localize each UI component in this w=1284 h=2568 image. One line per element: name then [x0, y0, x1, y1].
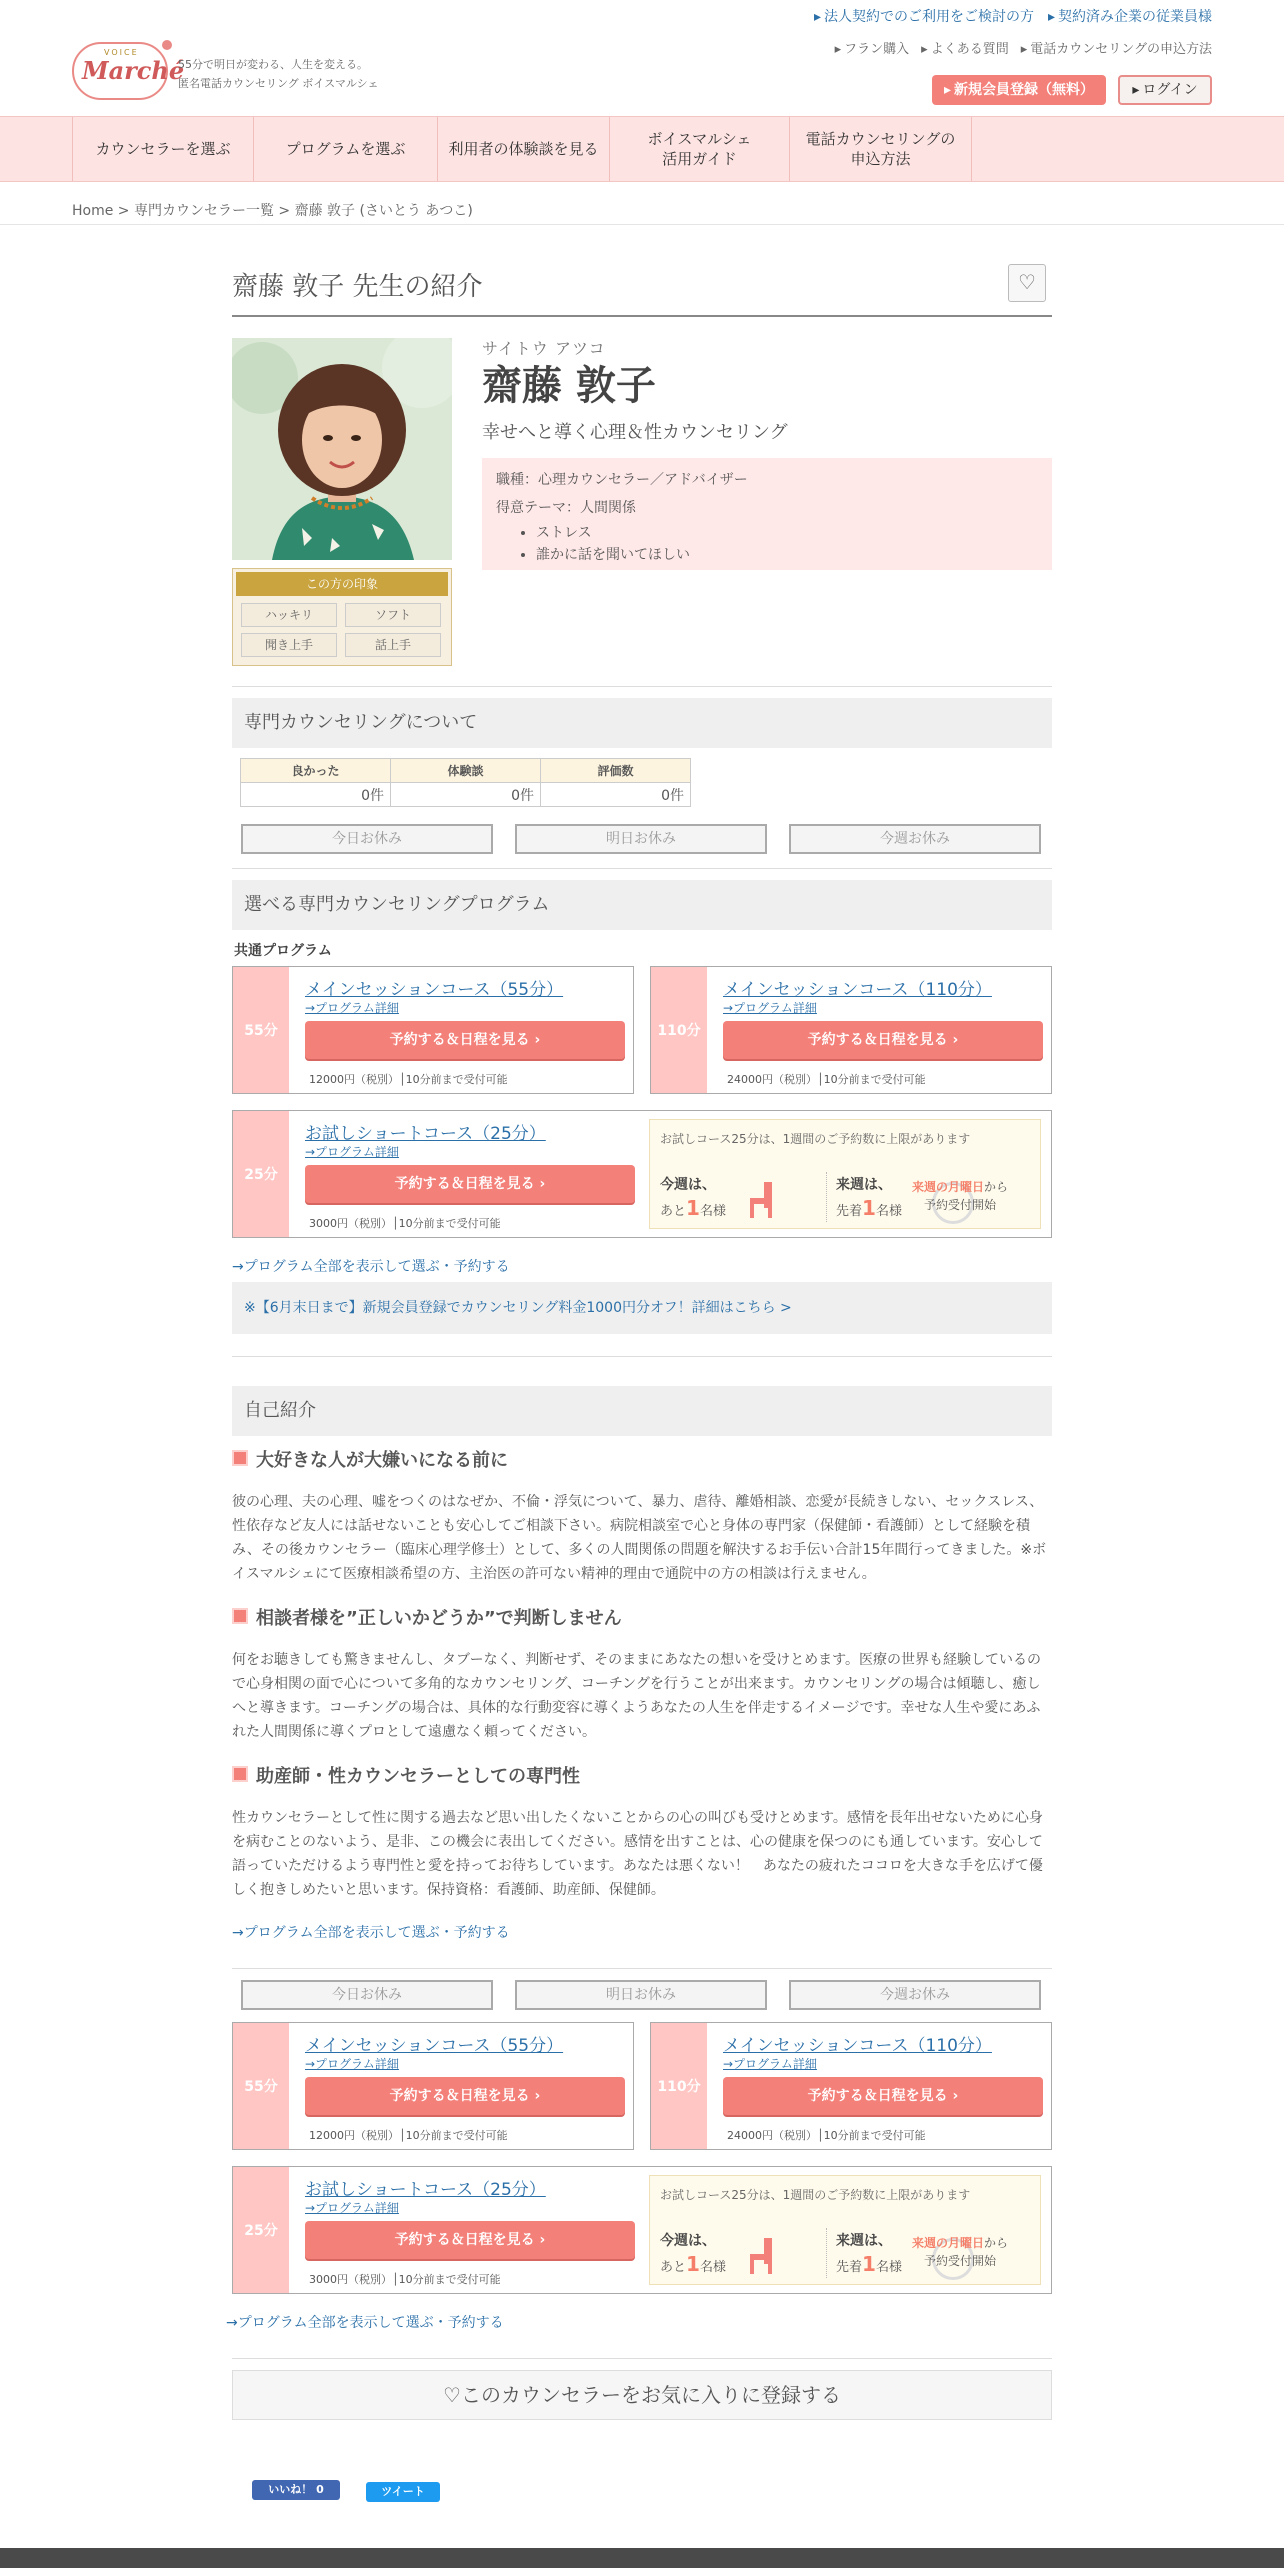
stats-header-ratings: 評価数: [541, 759, 691, 783]
remaining-suffix: 名様: [699, 2260, 726, 2275]
login-button[interactable]: ▸ ログイン: [1118, 75, 1212, 105]
faq-link[interactable]: ▸ よくある質問: [921, 38, 1009, 57]
this-week-label: [660, 1174, 716, 1194]
program-card-110: [650, 966, 1052, 1094]
program-card-55: [232, 2022, 634, 2150]
impression-tag: ハッキリ: [241, 603, 337, 627]
trial-note: お試しコース25分は、1週間のご予約数に上限があります: [660, 1132, 971, 1146]
duration-badge: 25分: [233, 2167, 289, 2293]
stats-header-reviews: 体験談: [391, 759, 541, 783]
specialty-theme: 得意テーマ：人間関係: [496, 500, 636, 516]
show-all-programs-link[interactable]: →プログラム全部を表示して選ぶ・予約する: [232, 1259, 510, 1275]
program-detail-link[interactable]: →プログラム詳細: [723, 2057, 817, 2071]
remaining-seats: [660, 2252, 726, 2276]
top-links: [814, 6, 1212, 26]
section-divider: [232, 686, 1052, 687]
job-type: 職種：心理カウンセラー／アドバイザー: [496, 472, 748, 488]
impression-box: [232, 568, 452, 666]
duration-badge: 110分: [651, 967, 707, 1093]
remaining-suffix: 名様: [699, 1204, 726, 1219]
nav-choose-program[interactable]: [254, 117, 438, 181]
heart-icon: ♡: [443, 2383, 461, 2407]
course-price: 3000円（税別）│10分前まで受付可能: [309, 2273, 501, 2286]
next-week-suffix: は、: [864, 2233, 892, 2249]
nav-label: カウンセラーを選ぶ: [95, 140, 231, 158]
programs-section-heading: 選べる専門カウンセリングプログラム: [232, 880, 1052, 930]
section-divider: [232, 868, 1052, 869]
closed-today-button[interactable]: 今日お休み: [241, 1980, 493, 2010]
section-divider: [232, 1356, 1052, 1357]
trial-divider: [826, 2228, 827, 2278]
program-detail-link[interactable]: →プログラム詳細: [305, 1145, 399, 1159]
logo-dot: [162, 40, 172, 50]
first-suffix: 名様: [875, 1204, 902, 1219]
next-start-rest: から: [984, 2236, 1009, 2250]
logo-voice-text: VOICE: [104, 48, 139, 57]
closed-tomorrow-button[interactable]: 明日お休み: [515, 1980, 767, 2010]
book-button[interactable]: 予約する＆日程を見る ›: [723, 1021, 1043, 1059]
contracted-employee-link[interactable]: ▸ 契約済み企業の従業員様: [1048, 6, 1212, 26]
impression-heading: この方の印象: [236, 572, 448, 596]
program-detail-link[interactable]: →プログラム詳細: [305, 1001, 399, 1015]
course-price: 3000円（税別）│10分前まで受付可能: [309, 1217, 501, 1230]
add-favorite-button[interactable]: [232, 2370, 1052, 2420]
sub-links: [835, 38, 1212, 57]
intro-subheading: 相談者様を”正しいかどうか”で判断しません: [232, 1604, 622, 1630]
book-button[interactable]: 予約する＆日程を見る ›: [305, 2077, 625, 2115]
title-rule: [232, 315, 1052, 317]
intro-section-heading: 自己紹介: [232, 1386, 1052, 1436]
course-title-link[interactable]: お試しショートコース（25分）: [305, 1124, 546, 1144]
remaining-prefix: あと: [660, 2260, 687, 2275]
tagline-line-1: 55分で明日が変わる、人生を変える。: [178, 58, 368, 71]
show-all-programs-link[interactable]: →プログラム全部を表示して選ぶ・予約する: [226, 2315, 504, 2331]
footer: [0, 2548, 1284, 2568]
book-button[interactable]: 予約する＆日程を見る ›: [305, 2221, 635, 2259]
theme-item: • ストレス: [536, 522, 1038, 544]
tagline-line-2: 匿名電話カウンセリング ボイスマルシェ: [178, 77, 379, 90]
remaining-prefix: あと: [660, 1204, 687, 1219]
nav-label: プログラムを選ぶ: [285, 140, 406, 158]
first-number: 1: [862, 1196, 876, 1220]
course-title-link[interactable]: メインセッションコース（110分）: [723, 980, 992, 1000]
campaign-banner-link[interactable]: ※【6月末日まで】新規会員登録でカウンセリング料金1000円分オフ！詳細はこちら >: [232, 1282, 1052, 1334]
program-card-110: [650, 2022, 1052, 2150]
next-start-bold: 来週の月曜日: [912, 2236, 985, 2250]
book-button[interactable]: 予約する＆日程を見る ›: [305, 1165, 635, 1203]
theme-list: [536, 522, 1038, 566]
stats-table: [240, 758, 691, 807]
first-come-seats: [836, 2252, 902, 2276]
next-booking-start: [912, 1178, 1008, 1214]
book-button[interactable]: 予約する＆日程を見る ›: [305, 1021, 625, 1059]
how-to-apply-link[interactable]: ▸ 電話カウンセリングの申込方法: [1021, 38, 1212, 57]
next-week-text: 来週: [836, 1177, 864, 1193]
section-divider: [232, 2358, 1052, 2359]
course-title-link[interactable]: お試しショートコース（25分）: [305, 2180, 546, 2200]
intro-subheading: 助産師・性カウンセラーとしての専門性: [232, 1762, 580, 1788]
page-title: 齋藤 敦子 先生の紹介: [232, 272, 483, 302]
site-tagline: [178, 55, 378, 93]
nav-label: 利用者の体験談を見る: [448, 140, 599, 158]
next-start-line-2: 予約受付開始: [924, 2254, 997, 2268]
this-week-text: 今週: [660, 2233, 688, 2249]
trial-availability-box: [649, 2175, 1041, 2285]
common-program-label: 共通プログラム: [234, 943, 332, 959]
heart-icon: ♡: [1018, 270, 1036, 294]
site-logo[interactable]: [72, 42, 185, 100]
stats-value-good: 0件: [241, 783, 391, 807]
counselor-info-box: [482, 458, 1052, 570]
section-divider: [232, 1968, 1052, 1969]
remaining-number: 1: [686, 2252, 700, 2276]
intro-paragraph: 彼の心理、夫の心理、嘘をつくのはなぜか、不倫・浮気について、暴力、虐待、離婚相談、恋愛が長続きしない、セックスレス、性依存など友人には話せないことも安心してご相談下さい。病院相談室で心と身体の専門家（保健師・看護師）として経験を積み、その後カウンセラー（臨床心理学修士）として、多くの人間関係の問題を解決するお手伝い合計15年間行ってきました。※ボイスマルシェにて医療相談希望の方、主治医の許可ない精神的理由で通院中の方の相談は行えません。: [232, 1494, 1047, 1582]
duration-badge: 55分: [233, 2023, 289, 2149]
first-suffix: 名様: [875, 2260, 902, 2275]
course-title-link[interactable]: メインセッションコース（55分）: [305, 980, 564, 1000]
next-booking-start: [912, 2234, 1008, 2270]
trial-divider: [826, 1172, 827, 1222]
add-favorite-label: このカウンセラーをお気に入りに登録する: [460, 2383, 841, 2407]
first-prefix: 先着: [836, 2260, 863, 2275]
first-prefix: 先着: [836, 1204, 863, 1219]
course-price: 24000円（税別）│10分前まで受付可能: [727, 1073, 926, 1086]
facebook-like-button[interactable]: いいね！ 0: [252, 2480, 340, 2500]
course-title-link[interactable]: メインセッションコース（110分）: [723, 2036, 992, 2056]
nav-guide[interactable]: [610, 117, 790, 181]
nav-how-to-apply[interactable]: [790, 117, 972, 181]
first-number: 1: [862, 2252, 876, 2276]
next-week-suffix: は、: [864, 1177, 892, 1193]
show-all-programs-link[interactable]: →プログラム全部を表示して選ぶ・予約する: [232, 1925, 510, 1941]
counselor-kana: サイトウ アツコ: [482, 339, 606, 358]
closed-today-button[interactable]: 今日お休み: [241, 824, 493, 854]
next-start-rest: から: [984, 1180, 1009, 1194]
remaining-seats: [660, 1196, 726, 1220]
stats-value-ratings: 0件: [541, 783, 691, 807]
counselor-catchphrase: 幸せへと導く心理＆性カウンセリング: [482, 422, 788, 443]
next-start-line-1: [912, 2234, 1008, 2252]
trial-note: お試しコース25分は、1週間のご予約数に上限があります: [660, 2188, 971, 2202]
next-start-bold: 来週の月曜日: [912, 1180, 985, 1194]
next-start-line-1: [912, 1178, 1008, 1196]
duration-badge: 110分: [651, 2023, 707, 2149]
next-week-label: [836, 2230, 892, 2250]
closed-this-week-button[interactable]: 今週お休み: [789, 1980, 1041, 2010]
duration-badge: 25分: [233, 1111, 289, 1237]
chair-icon: [746, 2236, 778, 2274]
this-week-text: 今週: [660, 1177, 688, 1193]
nav-testimonials[interactable]: [438, 117, 610, 181]
course-price: 12000円（税別）│10分前まで受付可能: [309, 1073, 508, 1086]
program-detail-link[interactable]: →プログラム詳細: [305, 2057, 399, 2071]
intro-paragraph: 性カウンセラーとして性に関する過去など思い出したくないことからの心の叫びも受けとめます。感情を長年出せないために心身を病むことのないよう、是非、この機会に表出してください。感情を出すことは、心の健康を保つのにも通しています。安心して語っていただけるよう専門性と愛を持ってお待ちしています。あなたは悪くない！ あなたの疲れたココロを大きな手を広げて優しく抱きしめたいと思います。保持資格：看護師、助産師、保健師。: [232, 1810, 1043, 1898]
program-card-trial: [232, 1110, 1052, 1238]
register-button[interactable]: ▸ 新規会員登録（無料）: [932, 75, 1106, 105]
duration-badge: 55分: [233, 967, 289, 1093]
impression-tag: ソフト: [345, 603, 441, 627]
impression-tag: 聞き上手: [241, 633, 337, 657]
nav-label: 電話カウンセリングの 申込方法: [805, 130, 956, 168]
course-price: 24000円（税別）│10分前まで受付可能: [727, 2129, 926, 2142]
next-start-line-2: 予約受付開始: [924, 1198, 997, 1212]
program-detail-link[interactable]: →プログラム詳細: [305, 2201, 399, 2215]
favorite-heart-button[interactable]: [1008, 264, 1046, 302]
this-week-suffix: は、: [688, 2233, 716, 2249]
intro-subheading: 大好きな人が大嫌いになる前に: [232, 1446, 508, 1472]
program-detail-link[interactable]: →プログラム詳細: [723, 1001, 817, 1015]
trial-availability-box: [649, 1119, 1041, 1229]
closed-tomorrow-button[interactable]: 明日お休み: [515, 824, 767, 854]
counselor-photo: [232, 338, 452, 560]
stats-header-good: 良かった: [241, 759, 391, 783]
intro-paragraph: 何をお聴きしても驚きませんし、タブーなく、判断せず、そのままにあなたの想いを受けとめます。医療の世界も経験しているので心身相関の面で心について多角的なカウンセリング、コーチングを行うことが出来ます。カウンセリングの場合は傾聴し、癒しへと導きます。コーチングの場合は、具体的な行動変容に導くようあなたの人生を伴走するイメージです。幸せな人生や愛にあふれた人間関係に導くプロとして遠慮なく頼ってください。: [232, 1652, 1042, 1740]
next-week-text: 来週: [836, 2233, 864, 2249]
course-price: 12000円（税別）│10分前まで受付可能: [309, 2129, 508, 2142]
nav-label: ボイスマルシェ 活用ガイド: [647, 130, 752, 168]
chair-icon: [746, 1180, 778, 1218]
tweet-button[interactable]: ツイート: [366, 2482, 440, 2502]
this-week-label: [660, 2230, 716, 2250]
stats-value-reviews: 0件: [391, 783, 541, 807]
program-card-trial: [232, 2166, 1052, 2294]
corporate-contract-link[interactable]: ▸ 法人契約でのご利用をご検討の方: [814, 6, 1034, 26]
impression-tag: 話上手: [345, 633, 441, 657]
logo-marche-text: Marché: [82, 56, 185, 85]
remaining-number: 1: [686, 1196, 700, 1220]
closed-this-week-button[interactable]: 今週お休み: [789, 824, 1041, 854]
main-nav: [0, 116, 1284, 182]
first-come-seats: [836, 1196, 902, 1220]
theme-item: • 誰かに話を聞いてほしい: [536, 544, 1038, 566]
buy-franc-link[interactable]: ▸ フラン購入: [835, 38, 910, 57]
breadcrumb[interactable]: Home > 専門カウンセラー一覧 > 齋藤 敦子 (さいとう あつこ): [72, 203, 473, 219]
book-button[interactable]: 予約する＆日程を見る ›: [723, 2077, 1043, 2115]
counselor-name: 齋藤 敦子: [482, 363, 656, 409]
breadcrumb-divider: [0, 224, 1284, 225]
next-week-label: [836, 1174, 892, 1194]
nav-choose-counselor[interactable]: [72, 117, 254, 181]
program-card-55: [232, 966, 634, 1094]
counseling-section-heading: 専門カウンセリングについて: [232, 698, 1052, 748]
this-week-suffix: は、: [688, 1177, 716, 1193]
course-title-link[interactable]: メインセッションコース（55分）: [305, 2036, 564, 2056]
